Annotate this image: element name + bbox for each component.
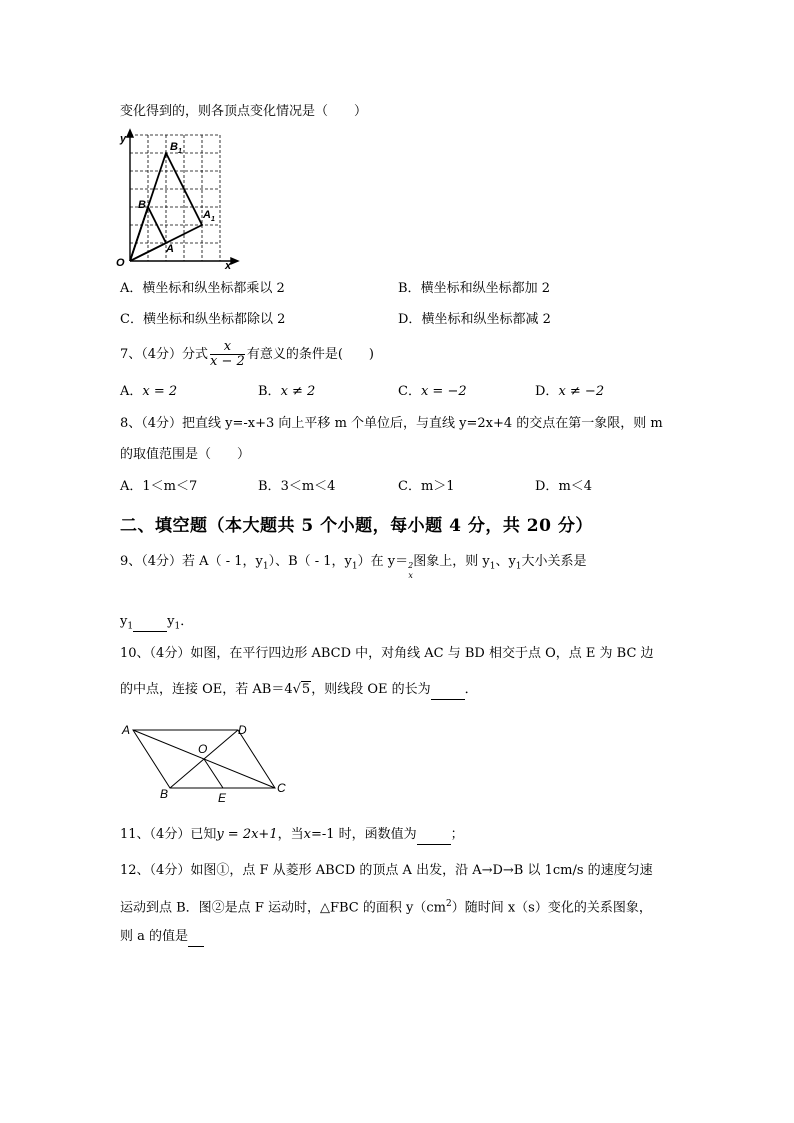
q7-fraction: $\frac{x}{x - 2}$ bbox=[210, 339, 245, 369]
q7-option-b[interactable]: B．x ≠ 2 bbox=[258, 384, 316, 399]
q7-option-a[interactable]: A．x = 2 bbox=[120, 384, 178, 399]
q12-line3: 则 a 的值是 bbox=[120, 928, 204, 947]
point-a-label: A bbox=[166, 243, 174, 255]
q10-blank[interactable] bbox=[431, 681, 465, 700]
x-axis-label: x bbox=[225, 260, 232, 272]
q10-line2: 的中点，连接 OE，若 AB＝4√5，则线段 OE 的长为 ． bbox=[120, 681, 478, 700]
q7-option-d[interactable]: D．x ≠ −2 bbox=[535, 384, 605, 399]
sqrt-symbol: √ bbox=[292, 682, 301, 697]
q8-option-b[interactable]: B．3＜m＜4 bbox=[258, 479, 336, 494]
q6-option-c[interactable]: C．横坐标和纵坐标都除以 2 bbox=[120, 312, 286, 327]
q6-option-d[interactable]: D．横坐标和纵坐标都减 2 bbox=[398, 312, 551, 327]
label-a: A bbox=[122, 723, 131, 737]
grid bbox=[130, 135, 220, 261]
label-o: O bbox=[198, 742, 208, 756]
q12-line1: 12、（4分）如图①，点 F 从菱形 ABCD 的顶点 A 出发，沿 A→D→B 以 1cm/s 的速度匀速 bbox=[120, 863, 653, 878]
q7-option-c[interactable]: C．x = −2 bbox=[398, 384, 467, 399]
q9-stem: 9、（4分）若 A（ - 1，$y_1$）、B（ - 1，$y_1$）在 y＝ 2 x 图象上，则 $y_1$、$y_1$大小关系是 bbox=[120, 554, 587, 580]
label-d: D bbox=[238, 723, 247, 737]
label-b: B bbox=[160, 787, 169, 801]
label-e: E bbox=[218, 791, 227, 805]
q6-figure bbox=[112, 128, 252, 273]
axes bbox=[127, 130, 238, 264]
q8-option-a[interactable]: A．1＜m＜7 bbox=[120, 479, 198, 494]
point-b-label: B bbox=[138, 199, 146, 211]
q12-blank[interactable] bbox=[188, 928, 204, 947]
q8-line2: 的取值范围是（ ） bbox=[120, 447, 251, 462]
y-axis-label: y bbox=[120, 133, 127, 145]
q10-line1: 10、（4分）如图，在平行四边形 ABCD 中，对角线 AC 与 BD 相交于点 O，点 E 为 BC 边 bbox=[120, 646, 654, 661]
section-title: 二、填空题（本大题共 5 个小题，每小题 4 分，共 20 分） bbox=[120, 516, 593, 536]
q8-line1: 8、（4分）把直线 y=-x+3 向上平移 m 个单位后，与直线 y=2x+4 的交点在第一象限，则 m bbox=[120, 416, 663, 431]
q9-answer-line: $y_1$ $y_1$． bbox=[120, 614, 194, 632]
q10-figure bbox=[118, 718, 298, 808]
q7-stem: 7、（4分）分式 $\frac{x}{x - 2}$ 有意义的条件是( ) bbox=[120, 339, 374, 369]
q6-text: 变化得到的，则各顶点变化情况是（ ） bbox=[120, 104, 368, 119]
q9-fraction: 2 x bbox=[408, 561, 414, 580]
q11-stem: 11、（4分）已知y = 2x+1，当x=-1 时，函数值为 ； bbox=[120, 826, 464, 845]
point-a1-label: $A_1$ bbox=[203, 209, 215, 223]
q8-option-c[interactable]: C．m＞1 bbox=[398, 479, 455, 494]
origin-label: O bbox=[116, 257, 125, 269]
q9-blank[interactable] bbox=[133, 613, 167, 632]
q6-option-a[interactable]: A．横坐标和纵坐标都乘以 2 bbox=[120, 281, 285, 296]
q6-option-b[interactable]: B．横坐标和纵坐标都加 2 bbox=[398, 281, 550, 296]
point-b1-label: $B_1$ bbox=[170, 141, 182, 155]
label-c: C bbox=[277, 781, 286, 795]
q11-blank[interactable] bbox=[417, 826, 451, 845]
q8-option-d[interactable]: D．m＜4 bbox=[535, 479, 593, 494]
q12-line2: 运动到点 B．图②是点 F 运动时，△FBC 的面积 $y(cm^2)$随时间 x（s）变化的关系图象， bbox=[120, 899, 652, 916]
